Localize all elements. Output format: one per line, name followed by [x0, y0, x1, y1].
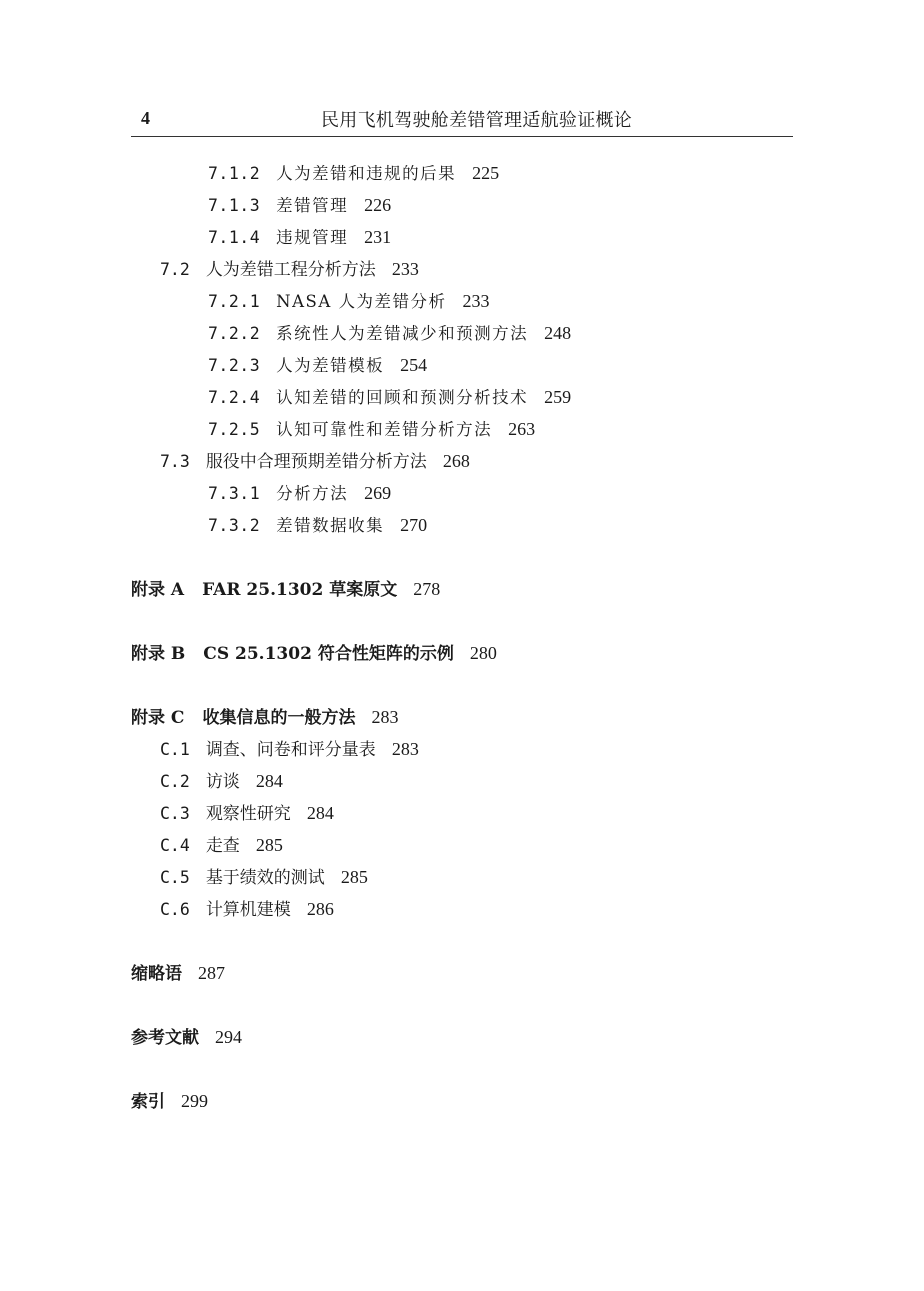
toc-section-number: 7.3	[160, 452, 190, 471]
toc-entry-page: 263	[508, 419, 536, 439]
toc-appendix-label: 附录 A	[131, 580, 185, 600]
page-number: 4	[141, 108, 150, 128]
toc-entry	[208, 482, 391, 505]
toc-appendix-title: CS 25.1302 符合性矩阵的示例	[203, 644, 454, 664]
toc-entry	[208, 226, 391, 249]
running-header	[131, 106, 793, 137]
toc-section-number: C.2	[160, 772, 190, 791]
toc-entry-title: 系统性人为差错减少和预测方法	[276, 324, 529, 343]
toc-section	[160, 802, 334, 825]
toc-section-number: C.3	[160, 804, 190, 823]
toc-appendix-title: FAR 25.1302 草案原文	[202, 580, 398, 600]
toc-section	[160, 866, 368, 889]
toc-entry	[208, 322, 571, 345]
toc-entry-page: 225	[472, 163, 500, 183]
toc-index	[131, 1090, 208, 1113]
toc-appendix-c	[131, 706, 398, 729]
toc-section-number: C.5	[160, 868, 190, 887]
toc-entry-page: 269	[364, 483, 392, 503]
toc-entry-number: 7.2.2	[208, 324, 261, 343]
toc-entry-number: 7.1.2	[208, 164, 261, 183]
toc-section-title: 人为差错工程分析方法	[205, 260, 376, 280]
toc-section-title: 访谈	[205, 772, 240, 792]
toc-appendix-a	[131, 578, 440, 601]
toc-references	[131, 1026, 242, 1049]
toc-section-title: 调查、问卷和评分量表	[205, 740, 376, 760]
toc-entry-number: 7.2.3	[208, 356, 261, 375]
toc-entry-title: 人为差错模板	[276, 356, 385, 375]
toc-appendix-page: 283	[371, 707, 399, 727]
toc-appendix-b	[131, 642, 497, 665]
toc-section-page: 284	[306, 803, 334, 823]
toc-entry-page: 270	[400, 515, 428, 535]
toc-section-page: 284	[255, 771, 283, 791]
toc-entry	[208, 162, 499, 185]
toc-entry-title: 认知差错的回顾和预测分析技术	[276, 388, 529, 407]
toc-entry-number: 7.2.4	[208, 388, 261, 407]
running-title: 民用飞机驾驶舱差错管理适航验证概论	[321, 110, 633, 131]
toc-entry-title: 违规管理	[276, 228, 349, 247]
toc-entry-page: 259	[544, 387, 572, 407]
toc-section	[160, 738, 419, 761]
toc-section-number: C.6	[160, 900, 190, 919]
toc-entry-title: 差错数据收集	[276, 516, 385, 535]
toc-entry-number: 7.2.1	[208, 292, 261, 311]
toc-entry-page: 254	[400, 355, 428, 375]
toc-entry-page: 233	[462, 291, 490, 311]
toc-section-title: 基于绩效的测试	[205, 868, 325, 888]
toc-entry-number: 7.2.5	[208, 420, 261, 439]
toc-appendix-label: 附录 B	[131, 644, 186, 664]
toc-section-number: 7.2	[160, 260, 190, 279]
toc-entry-page: 248	[544, 323, 572, 343]
toc-entry-title: 分析方法	[276, 484, 349, 503]
toc-entry	[208, 386, 571, 409]
toc-section-title: 走查	[205, 836, 240, 856]
toc-entry	[208, 194, 391, 217]
toc-section-number: C.4	[160, 836, 190, 855]
toc-entry-title: NASA 人为差错分析	[276, 292, 447, 311]
toc-entry	[208, 354, 427, 377]
toc-entry-number: 7.3.1	[208, 484, 261, 503]
toc-section	[160, 834, 283, 857]
toc-entry-page: 231	[364, 227, 392, 247]
toc-entry-number: 7.1.4	[208, 228, 261, 247]
toc-entry-title: 人为差错和违规的后果	[276, 164, 457, 183]
toc-backmatter-page: 299	[181, 1091, 208, 1111]
toc-backmatter-page: 294	[215, 1027, 242, 1047]
toc-appendix-title: 收集信息的一般方法	[202, 708, 356, 728]
toc-section-number: C.1	[160, 740, 190, 759]
toc-entry	[208, 290, 490, 313]
toc-entry-title: 认知可靠性和差错分析方法	[276, 420, 493, 439]
toc-section	[160, 258, 419, 281]
toc-section	[160, 898, 334, 921]
toc-appendix-label: 附录 C	[131, 708, 185, 728]
toc-backmatter-title: 索引	[131, 1092, 165, 1112]
toc-entry	[208, 418, 535, 441]
toc-entry-title: 差错管理	[276, 196, 349, 215]
toc-section-title: 计算机建模	[205, 900, 291, 920]
toc-entry-number: 7.3.2	[208, 516, 261, 535]
toc-backmatter-page: 287	[198, 963, 225, 983]
toc-abbreviations	[131, 962, 225, 985]
toc-section-title: 观察性研究	[205, 804, 291, 824]
toc-backmatter-title: 参考文献	[131, 1028, 199, 1048]
toc-section	[160, 450, 470, 473]
toc-section-page: 285	[255, 835, 283, 855]
toc-section	[160, 770, 283, 793]
toc-appendix-page: 280	[469, 643, 497, 663]
toc-section-page: 233	[391, 259, 419, 279]
toc-entry-number: 7.1.3	[208, 196, 261, 215]
toc-appendix-page: 278	[413, 579, 441, 599]
toc-section-page: 285	[340, 867, 368, 887]
toc-section-page: 268	[442, 451, 470, 471]
toc-section-title: 服役中合理预期差错分析方法	[205, 452, 427, 472]
toc-entry	[208, 514, 427, 537]
toc-entry-page: 226	[364, 195, 392, 215]
toc-backmatter-title: 缩略语	[131, 964, 182, 984]
toc-section-page: 283	[391, 739, 419, 759]
toc-section-page: 286	[306, 899, 334, 919]
